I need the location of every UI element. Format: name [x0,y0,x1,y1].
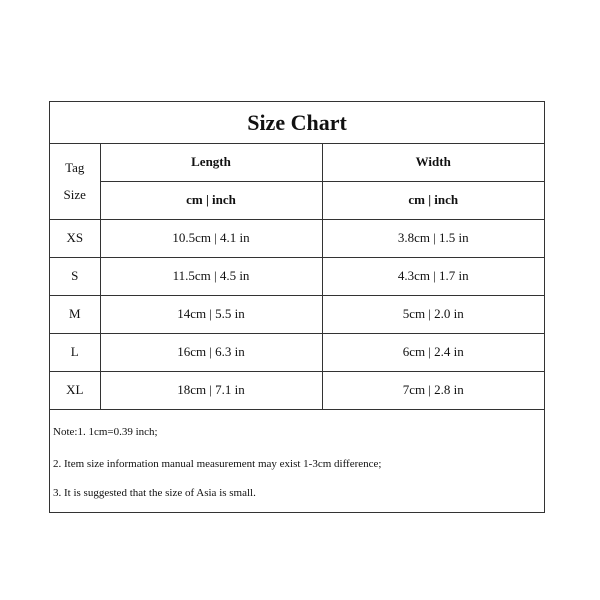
table-row [50,295,544,333]
note-1: Note:1. 1cm=0.39 inch; [53,426,158,438]
size-cell: XS [50,219,100,257]
header-row [50,143,544,181]
size-chart-frame [49,101,545,513]
size-cell: L [50,333,100,371]
table-row [50,219,544,257]
length-cell: 14cm | 5.5 in [100,295,322,333]
length-units: cm | inch [100,181,322,219]
tag-size-header [50,143,100,219]
note-2: 2. Item size information manual measurement may exist 1-3cm difference; [53,458,382,470]
units-row [50,181,544,219]
table-row [50,333,544,371]
width-cell: 6cm | 2.4 in [322,333,544,371]
width-cell: 4.3cm | 1.7 in [322,257,544,295]
length-header: Length [100,143,322,181]
length-cell: 18cm | 7.1 in [100,371,322,409]
size-cell: M [50,295,100,333]
length-cell: 16cm | 6.3 in [100,333,322,371]
width-cell: 5cm | 2.0 in [322,295,544,333]
length-cell: 11.5cm | 4.5 in [100,257,322,295]
width-cell: 7cm | 2.8 in [322,371,544,409]
size-table [50,143,544,410]
width-units: cm | inch [322,181,544,219]
size-cell: XL [50,371,100,409]
tag-label: Tag [65,159,85,175]
width-cell: 3.8cm | 1.5 in [322,219,544,257]
width-header: Width [322,143,544,181]
table-row [50,371,544,409]
length-cell: 10.5cm | 4.1 in [100,219,322,257]
size-cell: S [50,257,100,295]
table-row [50,257,544,295]
note-3: 3. It is suggested that the size of Asia is small. [53,487,256,499]
size-chart-title: Size Chart [50,102,544,144]
size-label: Size [63,186,86,202]
